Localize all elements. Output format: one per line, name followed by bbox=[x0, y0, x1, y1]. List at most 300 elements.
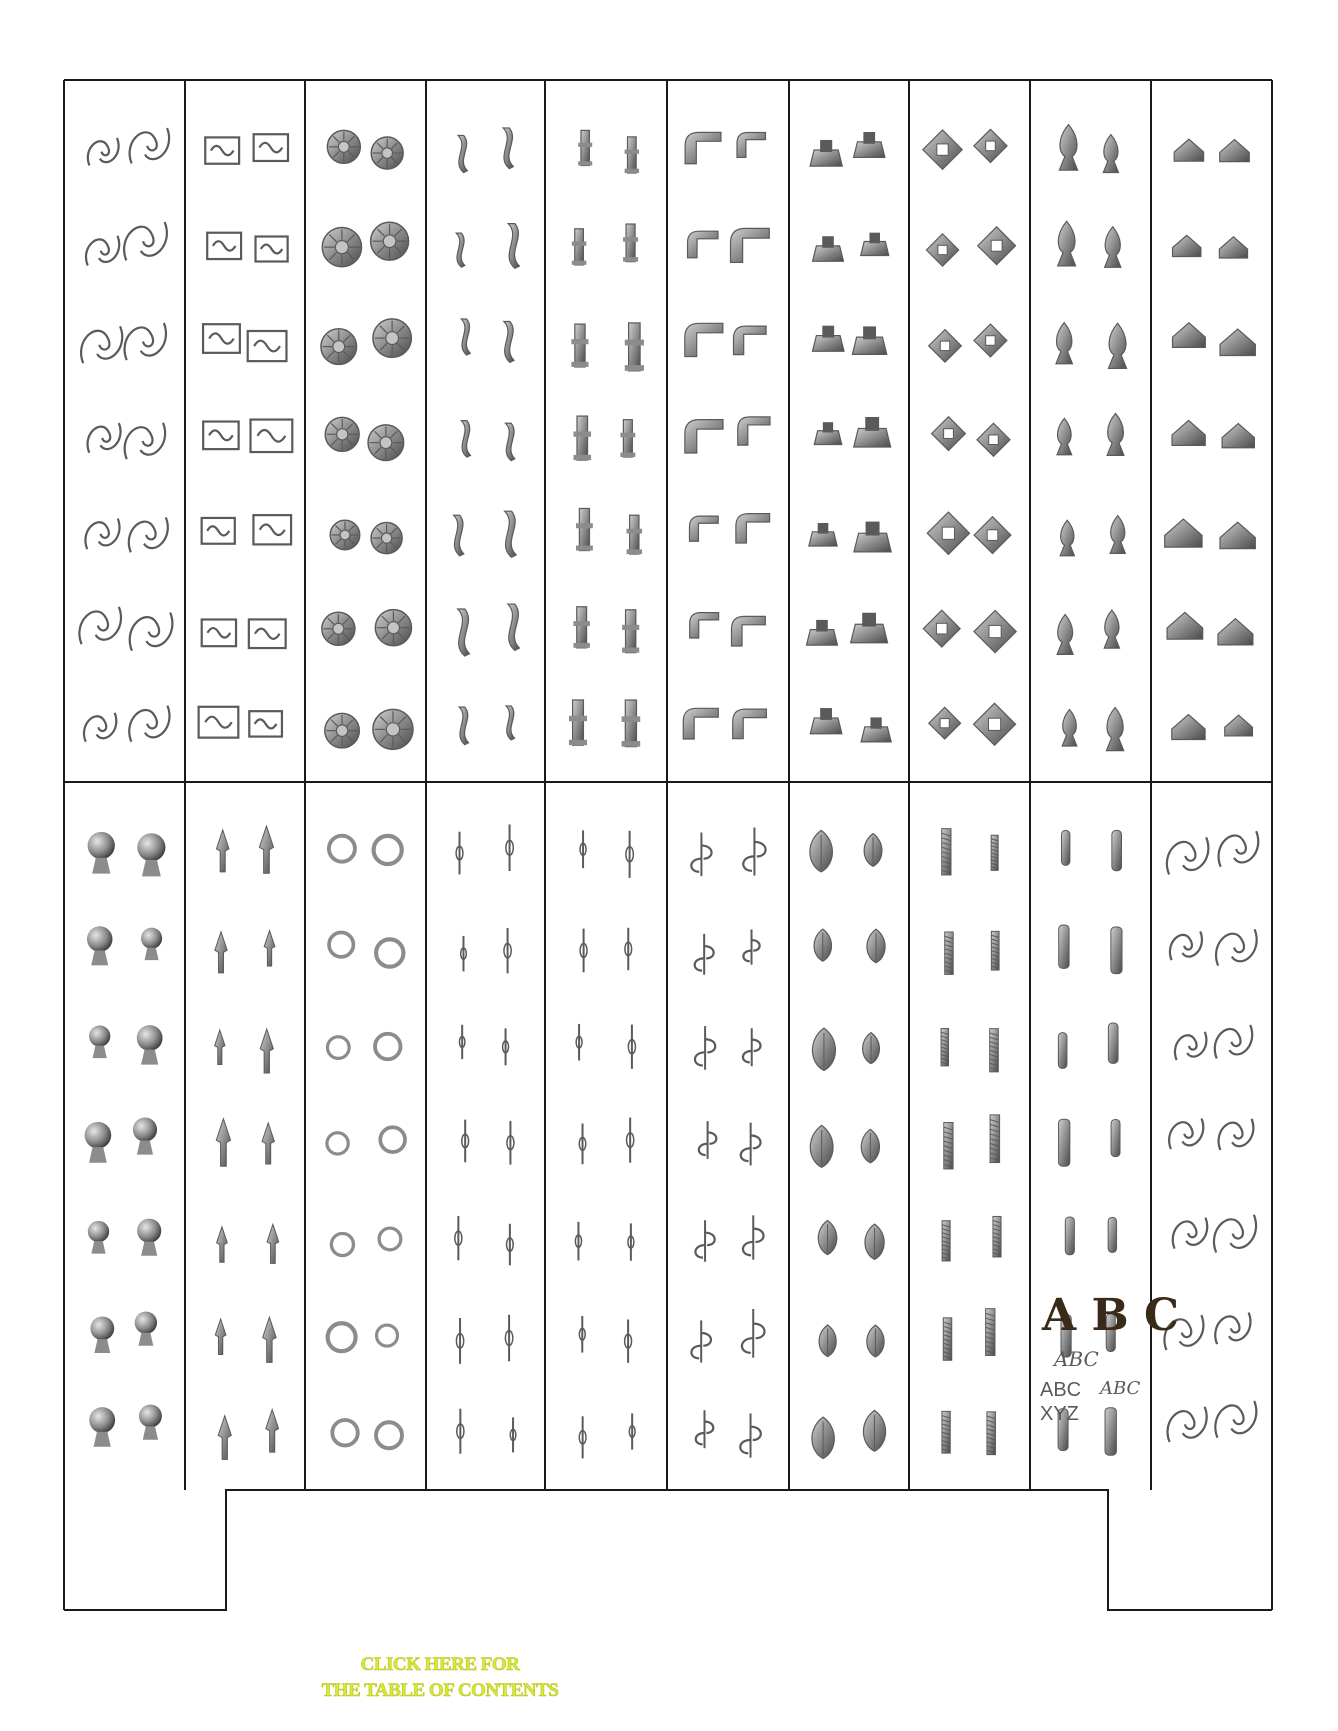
catalog-item-baluster-icon bbox=[505, 1315, 512, 1362]
letters-sample bbox=[1040, 1290, 1179, 1425]
catalog-item-scroll-icon bbox=[84, 713, 116, 742]
catalog-item-bar-icon bbox=[942, 1221, 950, 1261]
catalog-item-scroll-icon bbox=[129, 517, 168, 552]
catalog-item-scrollbar-icon bbox=[743, 1028, 761, 1066]
catalog-column-rosettes-flowers[interactable] bbox=[321, 130, 413, 749]
catalog-item-rosette-icon bbox=[322, 228, 361, 267]
catalog-item-leaf-icon bbox=[819, 1325, 836, 1357]
catalog-item-scroll-icon bbox=[124, 222, 167, 260]
catalog-item-finial-icon bbox=[1057, 418, 1072, 454]
catalog-item-bar-icon bbox=[943, 1318, 951, 1360]
catalog-item-bar-icon bbox=[990, 1115, 1000, 1163]
catalog-item-rosette-icon bbox=[321, 329, 357, 365]
catalog-item-shoe-icon bbox=[861, 233, 889, 256]
toc-line-2: THE TABLE OF CONTENTS bbox=[321, 1680, 559, 1701]
catalog-item-flange-icon bbox=[923, 130, 962, 169]
catalog-item-post-icon bbox=[625, 323, 644, 371]
catalog-item-cap-icon bbox=[1167, 612, 1203, 639]
catalog-item-flange-icon bbox=[929, 330, 962, 363]
catalog-column-balusters-twist[interactable] bbox=[455, 824, 516, 1453]
catalog-column-castings-panels[interactable] bbox=[199, 134, 293, 737]
catalog-item-spear-icon bbox=[216, 1119, 230, 1167]
catalog-item-scrollbar-icon bbox=[699, 1121, 717, 1159]
catalog-item-scrollbar-icon bbox=[742, 1309, 765, 1358]
catalog-item-scrollbar-icon bbox=[743, 930, 759, 965]
catalog-item-ring-icon bbox=[327, 1133, 348, 1154]
catalog-item-ring-icon bbox=[379, 1228, 401, 1250]
catalog-item-finial-icon bbox=[1104, 610, 1119, 648]
catalog-item-bracket-icon bbox=[733, 709, 767, 739]
catalog-item-leg-icon bbox=[454, 515, 464, 556]
catalog-item-finial-icon bbox=[1103, 135, 1118, 173]
catalog-item-panel-icon bbox=[202, 518, 235, 544]
catalog-item-cap-icon bbox=[1219, 237, 1247, 258]
catalog-item-scroll-icon bbox=[130, 128, 170, 163]
catalog-item-spear-icon bbox=[266, 1409, 279, 1452]
catalog-item-post-icon bbox=[622, 700, 641, 747]
catalog-item-bracket-icon bbox=[685, 420, 723, 453]
catalog-item-letters-icon bbox=[1111, 927, 1122, 974]
catalog-item-baluster-icon bbox=[628, 1025, 635, 1069]
catalog-item-letters-icon bbox=[1065, 1217, 1074, 1255]
catalog-item-spear-icon bbox=[215, 1319, 226, 1355]
catalog-item-leaf-icon bbox=[863, 1033, 880, 1064]
catalog-item-leg-icon bbox=[506, 706, 514, 740]
catalog-item-spear-icon bbox=[217, 1227, 228, 1263]
catalog-item-finial-icon bbox=[1110, 516, 1125, 554]
catalog-item-ring-icon bbox=[375, 1034, 400, 1059]
catalog-item-ball-icon bbox=[137, 833, 165, 876]
catalog-item-bar-icon bbox=[986, 1309, 995, 1356]
catalog-item-spear-icon bbox=[262, 1123, 274, 1164]
catalog-item-scrollbar-icon bbox=[740, 1413, 761, 1457]
catalog-column-balusters-scroll[interactable] bbox=[691, 828, 765, 1458]
catalog-column-vents-brackets[interactable] bbox=[683, 132, 770, 739]
table-of-contents-link[interactable] bbox=[300, 1652, 580, 1704]
catalog-item-flange-icon bbox=[974, 610, 1016, 652]
catalog-item-bar-icon bbox=[993, 1216, 1001, 1257]
catalog-item-finial-icon bbox=[1107, 413, 1124, 455]
catalog-item-scroll-icon bbox=[1219, 831, 1259, 867]
catalog-item-panel-icon bbox=[256, 237, 288, 262]
catalog-item-cap-icon bbox=[1222, 424, 1254, 448]
catalog-item-cap-icon bbox=[1172, 714, 1205, 739]
catalog-item-baluster-icon bbox=[456, 1318, 463, 1364]
catalog-column-caps-covers[interactable] bbox=[1165, 139, 1256, 739]
catalog-item-panel-icon bbox=[251, 420, 293, 452]
catalog-item-baluster-icon bbox=[627, 1118, 634, 1163]
catalog-item-leaf-icon bbox=[867, 1325, 884, 1357]
catalog-item-bracket-icon bbox=[730, 228, 769, 262]
catalog-item-flange-icon bbox=[977, 423, 1010, 456]
catalog-item-rosette-icon bbox=[371, 523, 402, 554]
catalog-item-leg-icon bbox=[508, 224, 519, 269]
catalog-item-flange-icon bbox=[932, 417, 966, 451]
catalog-item-spear-icon bbox=[259, 826, 273, 873]
catalog-item-shoe-icon bbox=[810, 708, 842, 734]
catalog-item-cap-icon bbox=[1218, 619, 1253, 645]
catalog-item-shoe-icon bbox=[854, 132, 885, 157]
catalog-item-post-icon bbox=[627, 515, 643, 554]
catalog-item-baluster-icon bbox=[510, 1417, 516, 1452]
catalog-item-bar-icon bbox=[987, 1412, 996, 1455]
catalog-item-finial-icon bbox=[1108, 323, 1126, 368]
catalog-item-baluster-icon bbox=[461, 936, 467, 971]
letters-italic: ABC bbox=[1100, 1378, 1141, 1399]
catalog-item-finial-icon bbox=[1062, 710, 1077, 746]
catalog-item-leg-icon bbox=[458, 609, 470, 656]
catalog-item-leaf-icon bbox=[818, 1220, 836, 1254]
catalog-item-ball-icon bbox=[85, 1122, 112, 1163]
catalog-item-baluster-icon bbox=[626, 831, 634, 878]
catalog-item-leaf-icon bbox=[863, 1410, 885, 1451]
catalog-item-bar-icon bbox=[941, 1028, 948, 1065]
frame-bottom-notch bbox=[64, 1490, 1272, 1610]
catalog-column-scrolls-leaves[interactable] bbox=[810, 830, 886, 1458]
catalog-item-cap-icon bbox=[1173, 323, 1206, 348]
catalog-item-baluster-icon bbox=[455, 1216, 462, 1260]
catalog-item-leg-icon bbox=[505, 511, 517, 557]
catalog-item-rosette-icon bbox=[327, 130, 360, 163]
catalog-items bbox=[79, 125, 1258, 1460]
catalog-item-ring-icon bbox=[376, 939, 403, 966]
catalog-item-ball-icon bbox=[88, 1221, 109, 1254]
catalog-item-ring-icon bbox=[377, 1325, 398, 1346]
catalog-item-spear-icon bbox=[215, 932, 227, 973]
catalog-item-scroll-icon bbox=[88, 138, 119, 166]
catalog-item-ball-icon bbox=[89, 1025, 110, 1058]
catalog-item-panel-icon bbox=[249, 619, 286, 648]
catalog-item-baluster-icon bbox=[507, 1224, 514, 1266]
catalog-item-post-icon bbox=[573, 416, 591, 460]
catalog-item-leg-icon bbox=[461, 319, 470, 355]
catalog-item-letters-icon bbox=[1058, 1033, 1067, 1069]
catalog-item-flange-icon bbox=[978, 227, 1016, 265]
catalog-item-leaf-icon bbox=[867, 929, 885, 962]
catalog-item-post-icon bbox=[576, 508, 593, 550]
catalog-item-panel-icon bbox=[205, 137, 239, 163]
catalog-column-spear-points[interactable] bbox=[215, 826, 279, 1459]
catalog-item-rosette-icon bbox=[368, 425, 404, 461]
catalog-item-rosette-icon bbox=[375, 610, 411, 646]
catalog-item-bracket-icon bbox=[736, 514, 770, 543]
catalog-item-rosette-icon bbox=[371, 137, 403, 169]
catalog-item-scroll-icon bbox=[125, 423, 165, 459]
catalog-item-bracket-icon bbox=[685, 132, 721, 163]
catalog-item-bracket-icon bbox=[683, 708, 718, 739]
catalog-item-shoe-icon bbox=[852, 326, 886, 354]
catalog-item-bar-icon bbox=[991, 835, 998, 870]
catalog-column-shoes-bases[interactable] bbox=[806, 132, 891, 742]
catalog-item-rosette-icon bbox=[373, 709, 413, 749]
catalog-item-bracket-icon bbox=[685, 323, 723, 356]
catalog-item-scroll-icon bbox=[86, 236, 119, 266]
catalog-item-baluster-icon bbox=[625, 928, 632, 970]
catalog-item-finial-icon bbox=[1106, 708, 1123, 751]
catalog-item-bracket-icon bbox=[688, 231, 718, 258]
catalog-item-baluster-icon bbox=[506, 824, 513, 871]
catalog-item-leg-icon bbox=[458, 135, 467, 172]
catalog-item-scrollbar-icon bbox=[743, 828, 765, 876]
catalog-column-finials-fleur[interactable] bbox=[1056, 125, 1127, 751]
catalog-item-scroll-icon bbox=[130, 612, 173, 650]
catalog-item-shoe-icon bbox=[854, 417, 891, 447]
catalog-item-leg-icon bbox=[461, 421, 470, 458]
catalog-item-finial-icon bbox=[1105, 227, 1121, 267]
catalog-item-rosette-icon bbox=[325, 713, 360, 748]
catalog-item-panel-icon bbox=[202, 620, 236, 647]
catalog-item-leg-icon bbox=[506, 423, 515, 460]
catalog-item-rosette-icon bbox=[373, 319, 411, 357]
catalog-item-bar-icon bbox=[945, 932, 953, 974]
catalog-item-ball-icon bbox=[137, 1025, 163, 1065]
catalog-item-leg-icon bbox=[456, 233, 464, 267]
catalog-item-baluster-icon bbox=[456, 832, 463, 875]
catalog-item-panel-icon bbox=[254, 134, 288, 161]
catalog-item-leaf-icon bbox=[812, 1417, 834, 1458]
catalog-item-cap-icon bbox=[1172, 420, 1205, 445]
catalog-item-flange-icon bbox=[927, 512, 969, 554]
catalog-column-castings-scrolls[interactable] bbox=[79, 128, 172, 742]
catalog-item-bracket-icon bbox=[690, 613, 719, 638]
catalog-item-scroll-icon bbox=[81, 326, 122, 363]
catalog-item-shoe-icon bbox=[806, 620, 837, 645]
grid-lines bbox=[64, 80, 1272, 1610]
catalog-item-ball-icon bbox=[135, 1311, 157, 1345]
catalog-item-baluster-icon bbox=[462, 1120, 469, 1163]
catalog-item-baluster-icon bbox=[579, 1316, 585, 1353]
catalog-item-spear-icon bbox=[260, 1029, 273, 1073]
catalog-item-letters-icon bbox=[1108, 1217, 1116, 1252]
catalog-item-baluster-icon bbox=[628, 1223, 634, 1260]
catalog-item-ball-icon bbox=[133, 1117, 157, 1154]
catalog-item-shoe-icon bbox=[854, 522, 891, 552]
catalog-item-shoe-icon bbox=[810, 140, 842, 166]
catalog-column-mailboxes-rings[interactable] bbox=[327, 836, 405, 1449]
catalog-item-scrollbar-icon bbox=[691, 832, 711, 876]
catalog-item-post-icon bbox=[573, 607, 589, 648]
catalog-item-ring-icon bbox=[327, 1037, 349, 1059]
catalog-item-leaf-icon bbox=[812, 1028, 835, 1070]
catalog-item-ball-icon bbox=[89, 1407, 115, 1447]
catalog-item-scroll-icon bbox=[1216, 929, 1257, 965]
catalog-item-flange-icon bbox=[974, 517, 1011, 554]
catalog-item-baluster-icon bbox=[579, 1416, 586, 1458]
catalog-item-scroll-icon bbox=[1170, 931, 1202, 960]
catalog-item-bracket-icon bbox=[738, 417, 770, 445]
catalog-item-letters-icon bbox=[1112, 830, 1122, 870]
catalog-item-leaf-icon bbox=[865, 1224, 884, 1259]
catalog-item-spear-icon bbox=[218, 1416, 231, 1460]
catalog-item-post-icon bbox=[569, 700, 587, 745]
catalog-item-scrollbar-icon bbox=[743, 1215, 764, 1259]
catalog-item-leg-icon bbox=[503, 128, 513, 169]
catalog-item-ball-icon bbox=[141, 928, 162, 960]
catalog-item-letters-icon bbox=[1061, 830, 1069, 865]
catalog-item-letters-icon bbox=[1105, 1408, 1116, 1455]
catalog-item-scroll-icon bbox=[1214, 1215, 1256, 1253]
catalog-item-scroll-icon bbox=[1173, 1218, 1208, 1249]
catalog-item-bracket-icon bbox=[731, 616, 765, 646]
catalog-item-baluster-icon bbox=[576, 1024, 582, 1061]
catalog-item-scroll-icon bbox=[1169, 1118, 1203, 1149]
catalog-item-scrollbar-icon bbox=[691, 1320, 711, 1362]
catalog-item-ball-icon bbox=[90, 1316, 114, 1353]
catalog-item-ring-icon bbox=[331, 1233, 353, 1255]
letters-xyz: XYZ bbox=[1040, 1403, 1079, 1425]
catalog-item-baluster-icon bbox=[579, 1123, 586, 1164]
catalog-item-ring-icon bbox=[328, 1323, 356, 1351]
catalog-item-post-icon bbox=[572, 229, 586, 265]
catalog-item-shoe-icon bbox=[813, 236, 844, 261]
catalog-item-panel-icon bbox=[199, 707, 239, 738]
catalog-item-cap-icon bbox=[1225, 715, 1253, 736]
catalog-item-baluster-icon bbox=[459, 1025, 464, 1059]
catalog-item-ring-icon bbox=[329, 932, 353, 956]
catalog-item-scroll-icon bbox=[1219, 1119, 1254, 1150]
catalog-item-bar-icon bbox=[944, 1123, 953, 1169]
catalog-item-scroll-icon bbox=[1175, 1032, 1206, 1060]
catalog-item-ball-icon bbox=[139, 1405, 162, 1440]
catalog-item-rosette-icon bbox=[330, 520, 359, 549]
letters-big: A B C bbox=[1042, 1290, 1179, 1341]
catalog-item-post-icon bbox=[623, 224, 638, 262]
catalog-item-baluster-icon bbox=[580, 830, 586, 868]
catalog-item-scroll-icon bbox=[85, 519, 119, 550]
catalog-item-bracket-icon bbox=[737, 132, 765, 157]
catalog-item-leaf-icon bbox=[810, 1125, 833, 1167]
catalog-item-scrollbar-icon bbox=[741, 1123, 761, 1166]
catalog-item-bracket-icon bbox=[689, 516, 718, 541]
catalog-item-scroll-icon bbox=[1215, 1025, 1252, 1059]
catalog-item-finial-icon bbox=[1060, 520, 1074, 556]
catalog-item-leaf-icon bbox=[861, 1129, 879, 1163]
catalog-item-rosette-icon bbox=[371, 222, 409, 260]
catalog-column-balls-finials[interactable] bbox=[85, 832, 166, 1447]
catalog-item-spear-icon bbox=[216, 830, 229, 872]
catalog-item-letters-icon bbox=[1059, 1119, 1070, 1166]
catalog-item-letters-icon bbox=[1059, 925, 1069, 968]
catalog-item-scrollbar-icon bbox=[695, 934, 714, 975]
catalog-item-ring-icon bbox=[329, 836, 355, 862]
catalog-item-baluster-icon bbox=[629, 1413, 635, 1449]
letters-script: ABC bbox=[1054, 1347, 1099, 1371]
catalog-item-bar-icon bbox=[991, 931, 999, 970]
catalog-item-rosette-icon bbox=[325, 417, 359, 451]
catalog-item-leaf-icon bbox=[810, 830, 833, 871]
catalog-item-spear-icon bbox=[215, 1030, 225, 1064]
catalog-column-animals-legs[interactable] bbox=[454, 128, 520, 745]
catalog-item-letters-icon bbox=[1108, 1023, 1118, 1063]
catalog-item-post-icon bbox=[571, 324, 588, 367]
catalog-item-flange-icon bbox=[929, 707, 961, 739]
catalog-item-spear-icon bbox=[264, 931, 275, 966]
catalog-item-panel-icon bbox=[207, 233, 241, 259]
catalog-column-posts-collars[interactable] bbox=[569, 130, 644, 746]
catalog-item-finial-icon bbox=[1057, 614, 1073, 654]
catalog-item-bar-icon bbox=[990, 1029, 999, 1072]
catalog-item-letters-icon bbox=[1111, 1119, 1120, 1156]
catalog-item-shoe-icon bbox=[812, 326, 844, 352]
catalog-item-shoe-icon bbox=[809, 523, 837, 546]
catalog-item-baluster-icon bbox=[580, 929, 587, 973]
catalog-item-post-icon bbox=[620, 420, 635, 457]
catalog-column-brackets-scrolls[interactable] bbox=[1164, 831, 1258, 1442]
catalog-item-cap-icon bbox=[1220, 140, 1250, 162]
catalog-item-panel-icon bbox=[249, 711, 282, 736]
catalog-item-rosette-icon bbox=[322, 612, 355, 645]
catalog-item-baluster-icon bbox=[575, 1222, 581, 1261]
catalog-item-baluster-icon bbox=[503, 1028, 509, 1065]
catalog-item-panel-icon bbox=[253, 515, 291, 544]
catalog-item-finial-icon bbox=[1056, 323, 1072, 364]
catalog-item-panel-icon bbox=[203, 324, 240, 353]
catalog-item-flange-icon bbox=[926, 234, 958, 266]
catalog-item-ring-icon bbox=[332, 1420, 357, 1445]
catalog-column-flanges-plates[interactable] bbox=[923, 129, 1016, 745]
catalog-item-baluster-icon bbox=[504, 928, 511, 973]
catalog-item-scrollbar-icon bbox=[696, 1410, 714, 1448]
catalog-item-flange-icon bbox=[923, 610, 960, 647]
catalog-item-bracket-icon bbox=[734, 326, 767, 355]
catalog-item-ball-icon bbox=[88, 832, 115, 874]
catalog-item-leg-icon bbox=[508, 604, 520, 650]
catalog-item-cap-icon bbox=[1220, 329, 1255, 355]
catalog-item-ring-icon bbox=[380, 1127, 405, 1152]
catalog-item-scroll-icon bbox=[1167, 837, 1208, 874]
catalog-item-cap-icon bbox=[1220, 522, 1255, 548]
letters-plain: ABC bbox=[1040, 1379, 1082, 1401]
catalog-item-scroll-icon bbox=[129, 706, 169, 742]
catalog-column-balusters-knuckle[interactable] bbox=[575, 830, 635, 1458]
catalog-item-shoe-icon bbox=[861, 717, 891, 741]
catalog-item-leaf-icon bbox=[814, 929, 831, 961]
catalog-item-baluster-icon bbox=[625, 1320, 632, 1363]
toc-line-1: CLICK HERE FOR bbox=[360, 1654, 520, 1675]
catalog-item-scroll-icon bbox=[88, 423, 121, 453]
catalog-item-shoe-icon bbox=[814, 422, 842, 444]
catalog-item-spear-icon bbox=[263, 1317, 277, 1362]
catalog-item-flange-icon bbox=[974, 129, 1007, 162]
catalog-item-post-icon bbox=[622, 610, 639, 653]
catalog-item-cap-icon bbox=[1173, 235, 1201, 256]
catalog-item-spear-icon bbox=[267, 1224, 279, 1263]
catalog-item-ball-icon bbox=[87, 926, 113, 965]
catalog-item-leg-icon bbox=[459, 707, 468, 745]
catalog-item-scrollbar-icon bbox=[695, 1026, 715, 1070]
catalog-item-panel-icon bbox=[248, 331, 287, 361]
catalog-item-cap-icon bbox=[1165, 519, 1202, 547]
catalog-item-leaf-icon bbox=[864, 834, 882, 867]
catalog-item-post-icon bbox=[578, 130, 592, 165]
catalog-item-bar-icon bbox=[942, 829, 951, 875]
catalog-item-post-icon bbox=[625, 137, 639, 173]
catalog-item-finial-icon bbox=[1058, 221, 1076, 266]
catalog-item-cap-icon bbox=[1174, 139, 1203, 161]
catalog-item-scroll-icon bbox=[79, 607, 121, 644]
catalog-item-scroll-icon bbox=[1215, 1401, 1256, 1438]
catalog-item-baluster-icon bbox=[457, 1409, 464, 1454]
catalog-item-ball-icon bbox=[137, 1219, 161, 1256]
catalog-item-baluster-icon bbox=[507, 1121, 514, 1165]
catalog-item-scroll-icon bbox=[1215, 1313, 1250, 1345]
catalog-item-ring-icon bbox=[376, 1422, 402, 1448]
catalog-item-bar-icon bbox=[942, 1411, 950, 1453]
catalog-item-scroll-icon bbox=[1168, 1407, 1207, 1442]
catalog-item-flange-icon bbox=[974, 703, 1016, 745]
catalog-item-ring-icon bbox=[374, 836, 402, 864]
catalog-column-panels-bars[interactable] bbox=[941, 829, 1001, 1455]
